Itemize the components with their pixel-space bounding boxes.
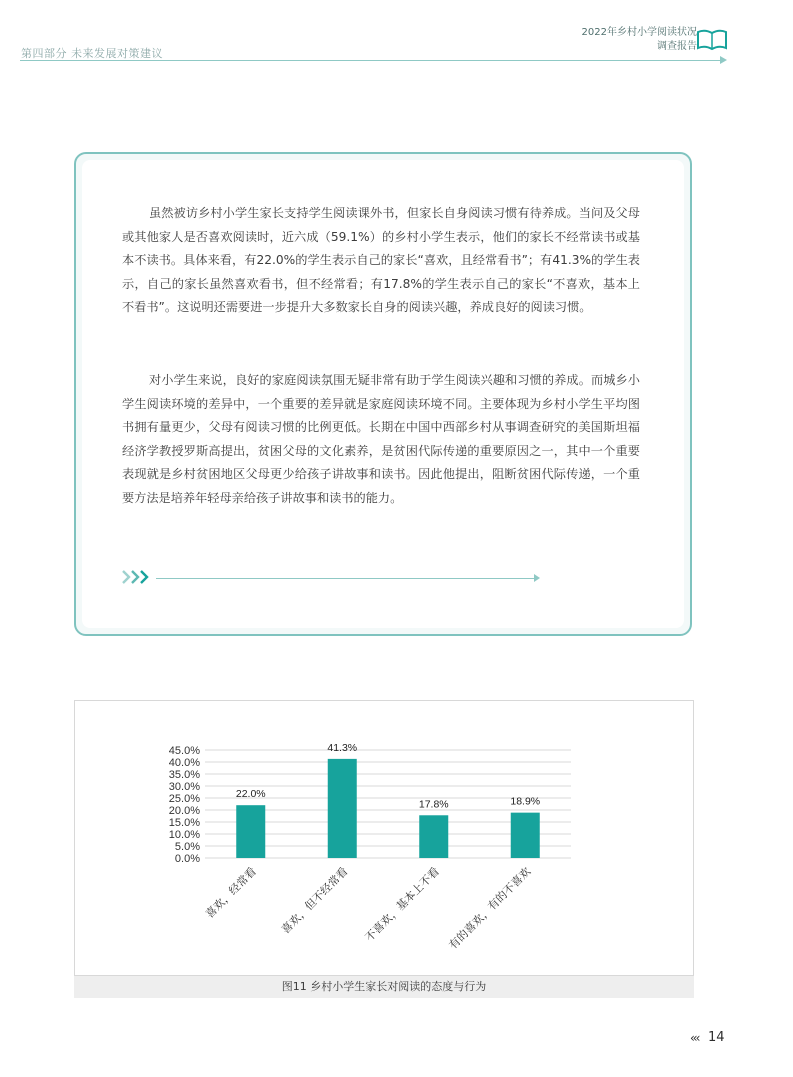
bar-value-label: 18.9%	[510, 795, 541, 808]
triple-chevron-right-icon	[120, 569, 152, 585]
y-tick-label: 45.0%	[168, 745, 200, 757]
box-divider-arrow	[534, 574, 540, 582]
section-title: 第四部分 未来发展对策建议	[21, 47, 163, 60]
x-category-label: 喜欢，但不经常看	[278, 864, 351, 937]
paragraph-1: 虽然被访乡村小学生家长支持学生阅读课外书，但家长自身阅读习惯有待养成。当问及父母或其他家人是否喜欢阅读时，近六成（59.1%）的乡村小学生表示，他们的家长不经常读书或基本不读书。具体来看，有22.0%的学生表示自己的家长“喜欢，且经常看书”；有41.3%的学生表示，自己的家长虽然喜欢看书，但不经常看；有17.8%的学生表示自己的家长“不喜欢，基本上不看书”。这说明还需要进一步提升大多数家长自身的阅读兴趣，养成良好的阅读习惯。	[122, 206, 640, 315]
report-title-line2: 调查报告	[657, 41, 697, 52]
bar	[511, 813, 540, 858]
bar-value-label: 41.3%	[327, 741, 358, 754]
y-tick-label: 40.0%	[168, 757, 200, 769]
y-tick-label: 35.0%	[168, 769, 200, 781]
x-category-label: 有的喜欢，有的不喜欢	[446, 864, 534, 952]
page-chevron-icon: ‹‹‹	[690, 1031, 699, 1045]
figure-caption: 图11 乡村小学生家长对阅读的态度与行为	[74, 976, 694, 998]
y-tick-label: 30.0%	[168, 781, 200, 793]
bar	[236, 805, 265, 858]
report-title	[582, 26, 697, 54]
header-divider-arrow	[720, 56, 727, 64]
box-divider-line	[156, 578, 536, 579]
x-category-label: 喜欢，经常看	[203, 864, 259, 921]
open-book-icon	[696, 27, 728, 53]
report-title-line1: 2022年乡村小学阅读状况	[581, 27, 697, 38]
x-category-label: 不喜欢，基本上不看	[362, 864, 442, 945]
y-tick-label: 15.0%	[168, 817, 200, 829]
y-tick-label: 5.0%	[174, 841, 200, 853]
bar	[419, 815, 448, 858]
header-divider	[20, 60, 721, 61]
y-tick-label: 0.0%	[174, 853, 200, 865]
page-number: 14	[708, 1030, 725, 1045]
paragraph-2: 对小学生来说，良好的家庭阅读氛围无疑非常有助于学生阅读兴趣和习惯的养成。而城乡小学生阅读环境的差异中，一个重要的差异就是家庭阅读环境不同。主要体现为乡村小学生平均图书拥有量更少，父母有阅读习惯的比例更低。长期在中国中西部乡村从事调查研究的美国斯坦福经济学教授罗斯高提出，贫困父母的文化素养，是贫困代际传递的重要原因之一，其中一个重要表现就是乡村贫困地区父母更少给孩子讲故事和读书。因此他提出，阻断贫困代际传递，一个重要方法是培养年轻母亲给孩子讲故事和读书的能力。	[122, 373, 640, 505]
y-tick-label: 20.0%	[168, 805, 200, 817]
bar-value-label: 17.8%	[418, 798, 449, 811]
y-tick-label: 25.0%	[168, 793, 200, 805]
bar	[328, 759, 357, 858]
bar-chart	[74, 700, 694, 976]
bar-value-label: 22.0%	[235, 788, 266, 801]
y-tick-label: 10.0%	[168, 829, 200, 841]
